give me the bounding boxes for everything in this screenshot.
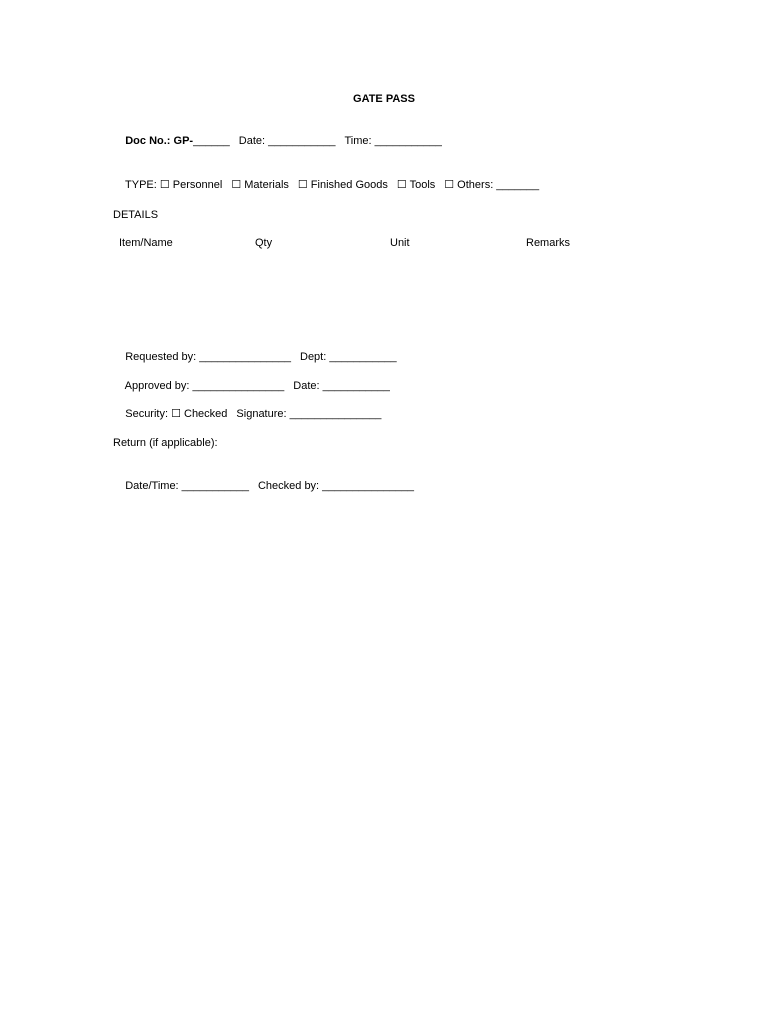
requested-by-field[interactable]: Requested by: _______________ xyxy=(125,351,291,363)
type-option-finished-goods[interactable]: ☐ Finished Goods xyxy=(297,179,388,191)
time-field[interactable]: Time: ___________ xyxy=(344,135,442,147)
column-header-remarks: Remarks xyxy=(526,237,571,249)
type-option-others[interactable]: ☐ Others: _______ xyxy=(444,179,540,191)
type-line xyxy=(113,164,539,206)
type-option-personnel[interactable]: ☐ Personnel xyxy=(159,179,223,191)
security-checked-checkbox[interactable]: Security: ☐ Checked xyxy=(125,408,228,420)
security-line xyxy=(113,393,381,435)
doc-info-line xyxy=(113,120,442,162)
type-option-materials[interactable]: ☐ Materials xyxy=(231,179,289,191)
doc-no-field[interactable]: ______ xyxy=(193,135,230,147)
return-heading: Return (if applicable): xyxy=(113,437,218,449)
column-header-item-name: Item/Name xyxy=(119,237,173,249)
approved-by-field[interactable]: Approved by: _______________ xyxy=(124,380,285,392)
return-datetime-field[interactable]: Date/Time: ___________ xyxy=(125,480,249,492)
type-label: TYPE: xyxy=(125,179,157,191)
dept-field[interactable]: Dept: ___________ xyxy=(300,351,397,363)
document-title: GATE PASS xyxy=(353,93,415,105)
return-line xyxy=(113,465,414,507)
approval-date-field[interactable]: Date: ___________ xyxy=(293,380,390,392)
return-checked-by-field[interactable]: Checked by: _______________ xyxy=(257,480,414,492)
date-field[interactable]: Date: ___________ xyxy=(238,135,336,147)
column-header-qty: Qty xyxy=(255,237,273,249)
type-option-tools[interactable]: ☐ Tools xyxy=(396,179,436,191)
signature-field[interactable]: Signature: _______________ xyxy=(236,408,382,420)
details-heading: DETAILS xyxy=(113,209,159,221)
column-header-unit: Unit xyxy=(390,237,410,249)
doc-no-label: Doc No.: GP- xyxy=(125,135,194,147)
